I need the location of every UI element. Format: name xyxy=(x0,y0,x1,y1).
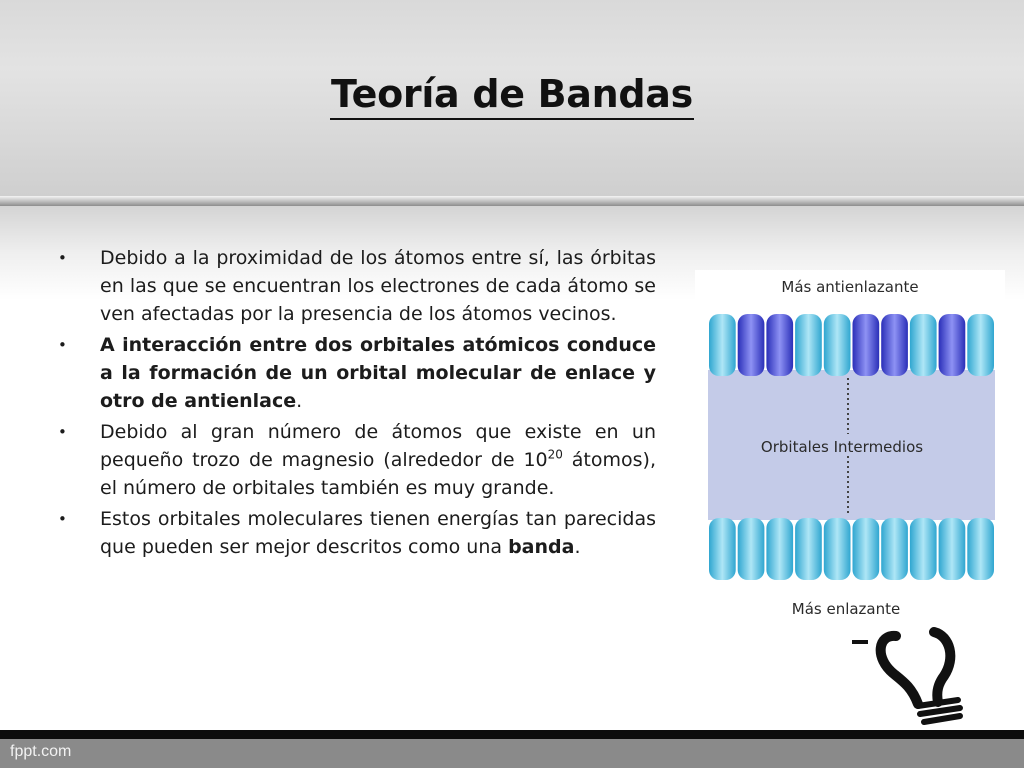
bullet-text-post: átomos), el número de orbitales también es muy grande. xyxy=(100,449,656,499)
lightbulb-icon xyxy=(838,626,988,730)
top-orbital xyxy=(967,314,994,376)
bullet-item-4 xyxy=(58,505,656,561)
top-orbital xyxy=(910,314,937,376)
bottom-orbital xyxy=(910,518,937,580)
bullet-text: Debido al gran número de átomos que existe en un pequeño trozo de magnesio (alrededor de 10 xyxy=(100,421,656,471)
top-orbital xyxy=(766,314,793,376)
bullet-text-bold: banda xyxy=(508,536,575,558)
footer xyxy=(0,739,1024,768)
bullet-item-2 xyxy=(58,331,656,415)
bullet-text-post: . xyxy=(574,536,581,558)
top-orbital xyxy=(824,314,851,376)
bullet-text: Estos orbitales moleculares tienen energías tan parecidas que pueden ser mejor descritos como una xyxy=(100,508,656,558)
bullet-dot: • xyxy=(58,249,67,267)
top-orbital xyxy=(939,314,966,376)
bullet-superscript: 20 xyxy=(547,447,563,462)
bullet-text-bold: A interacción entre dos orbitales atómicos conduce a la formación de un orbital molecular de enlace y otro de antienlace xyxy=(100,334,656,412)
bullet-item-3 xyxy=(58,418,656,502)
bottom-orbital xyxy=(967,518,994,580)
diagram-middle-label: Orbitales Intermedios xyxy=(760,438,924,456)
bullet-item-1 xyxy=(58,244,656,328)
slide-title xyxy=(0,72,1024,116)
bottom-orbital xyxy=(738,518,765,580)
bullet-dot: • xyxy=(58,423,67,441)
bullet-dot: • xyxy=(58,510,67,528)
bottom-orbital xyxy=(766,518,793,580)
bullet-dot: • xyxy=(58,336,67,354)
diagram-top-label: Más antienlazante xyxy=(781,278,919,296)
top-orbital xyxy=(709,314,736,376)
top-orbital xyxy=(881,314,908,376)
bottom-orbital xyxy=(853,518,880,580)
bullet-list xyxy=(58,244,656,564)
top-orbital xyxy=(738,314,765,376)
footer-brand: fppt.com xyxy=(10,743,72,760)
bottom-orbital xyxy=(881,518,908,580)
top-orbital xyxy=(853,314,880,376)
bottom-orbital xyxy=(939,518,966,580)
bottom-orbital xyxy=(709,518,736,580)
top-orbital xyxy=(795,314,822,376)
bullet-text: Debido a la proximidad de los átomos entre sí, las órbitas en las que se encuentran los electrones de cada átomo se ven afectadas por la presencia de los átomos vecinos. xyxy=(100,247,656,325)
slide-title-text: Teoría de Bandas xyxy=(330,72,694,120)
bullet-text-tail: . xyxy=(296,390,303,412)
bottom-orbital xyxy=(795,518,822,580)
diagram-bottom-label: Más enlazante xyxy=(791,600,901,618)
header-separator xyxy=(0,196,1024,206)
bottom-orbital xyxy=(824,518,851,580)
footer-bar xyxy=(0,730,1024,739)
band-diagram xyxy=(695,270,1005,625)
